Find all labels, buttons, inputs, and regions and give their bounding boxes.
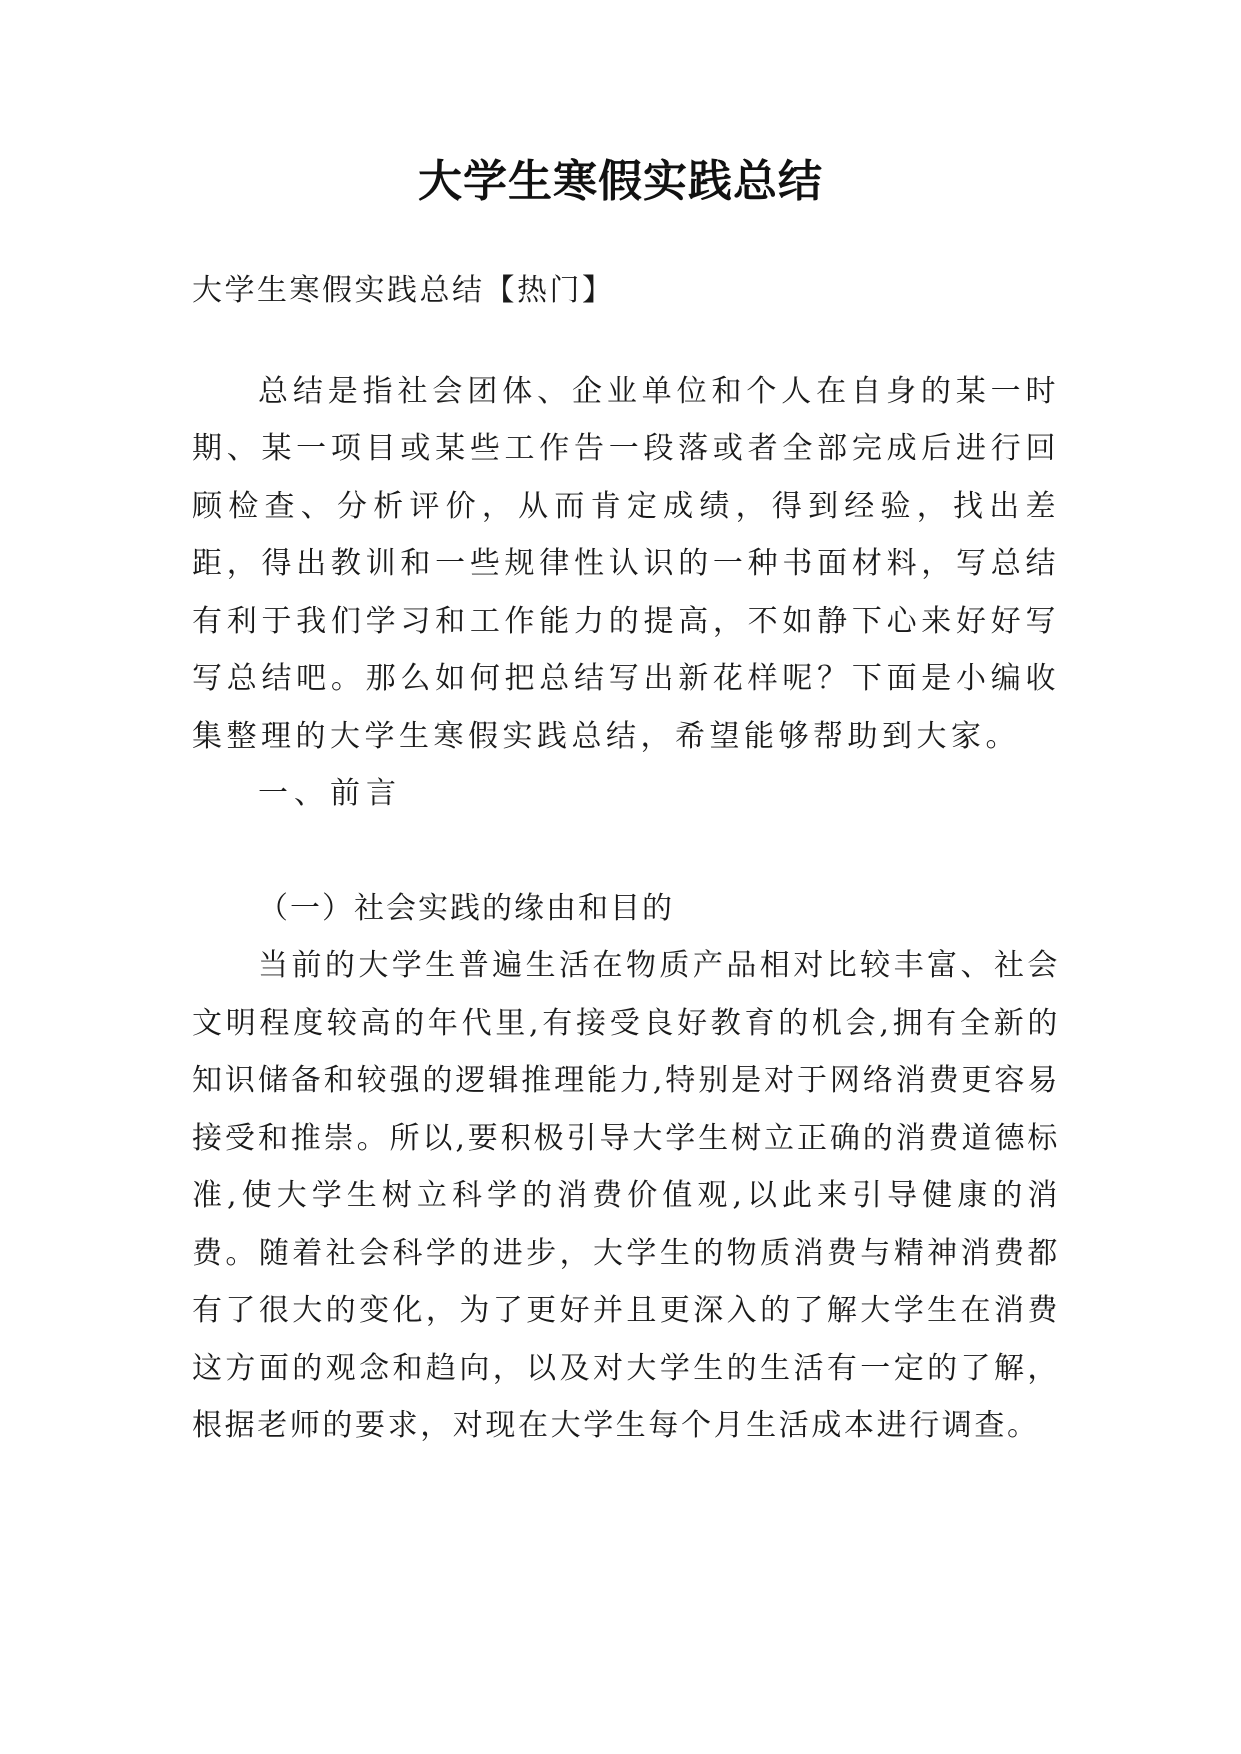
document-title: 大学生寒假实践总结 xyxy=(418,156,823,207)
spacer xyxy=(192,823,1060,880)
spacer xyxy=(192,320,1060,363)
subsection-heading: （一）社会实践的缘由和目的 xyxy=(258,890,674,926)
document-subtitle: 大学生寒假实践总结【热门】 xyxy=(192,273,615,308)
body-paragraph: 当前的大学生普遍生活在物质产品相对比较丰富、社会文明程度较高的年代里,有接受良好教育的机会,拥有全新的知识储备和较强的逻辑推理能力,特别是对于网络消费更容易接受和推崇。所以,要积极引导大学生树立正确的消费道德标准,使大学生树立科学的消费价值观,以此来引导健康的消费。随着社会科学的进步，大学生的物质消费与精神消费都有了很大的变化，为了更好并且更深入的了解大学生在消费这方面的观念和趋向，以及对大学生的生活有一定的了解，根据老师的要求，对现在大学生每个月生活成本进行调查。 xyxy=(192,948,1060,1443)
section-heading: 一、前言 xyxy=(258,776,402,811)
intro-paragraph: 总结是指社会团体、企业单位和个人在自身的某一时期、某一项目或某些工作告一段落或者全部完成后进行回顾检查、分析评价，从而肯定成绩，得到经验，找出差距，得出教训和一些规律性认识的一种书面材料，写总结有利于我们学习和工作能力的提高，不如静下心来好好写写总结吧。那么如何把总结写出新花样呢？下面是小编收集整理的大学生寒假实践总结，希望能够帮助到大家。 xyxy=(192,373,1060,754)
document-body xyxy=(192,262,1060,1455)
